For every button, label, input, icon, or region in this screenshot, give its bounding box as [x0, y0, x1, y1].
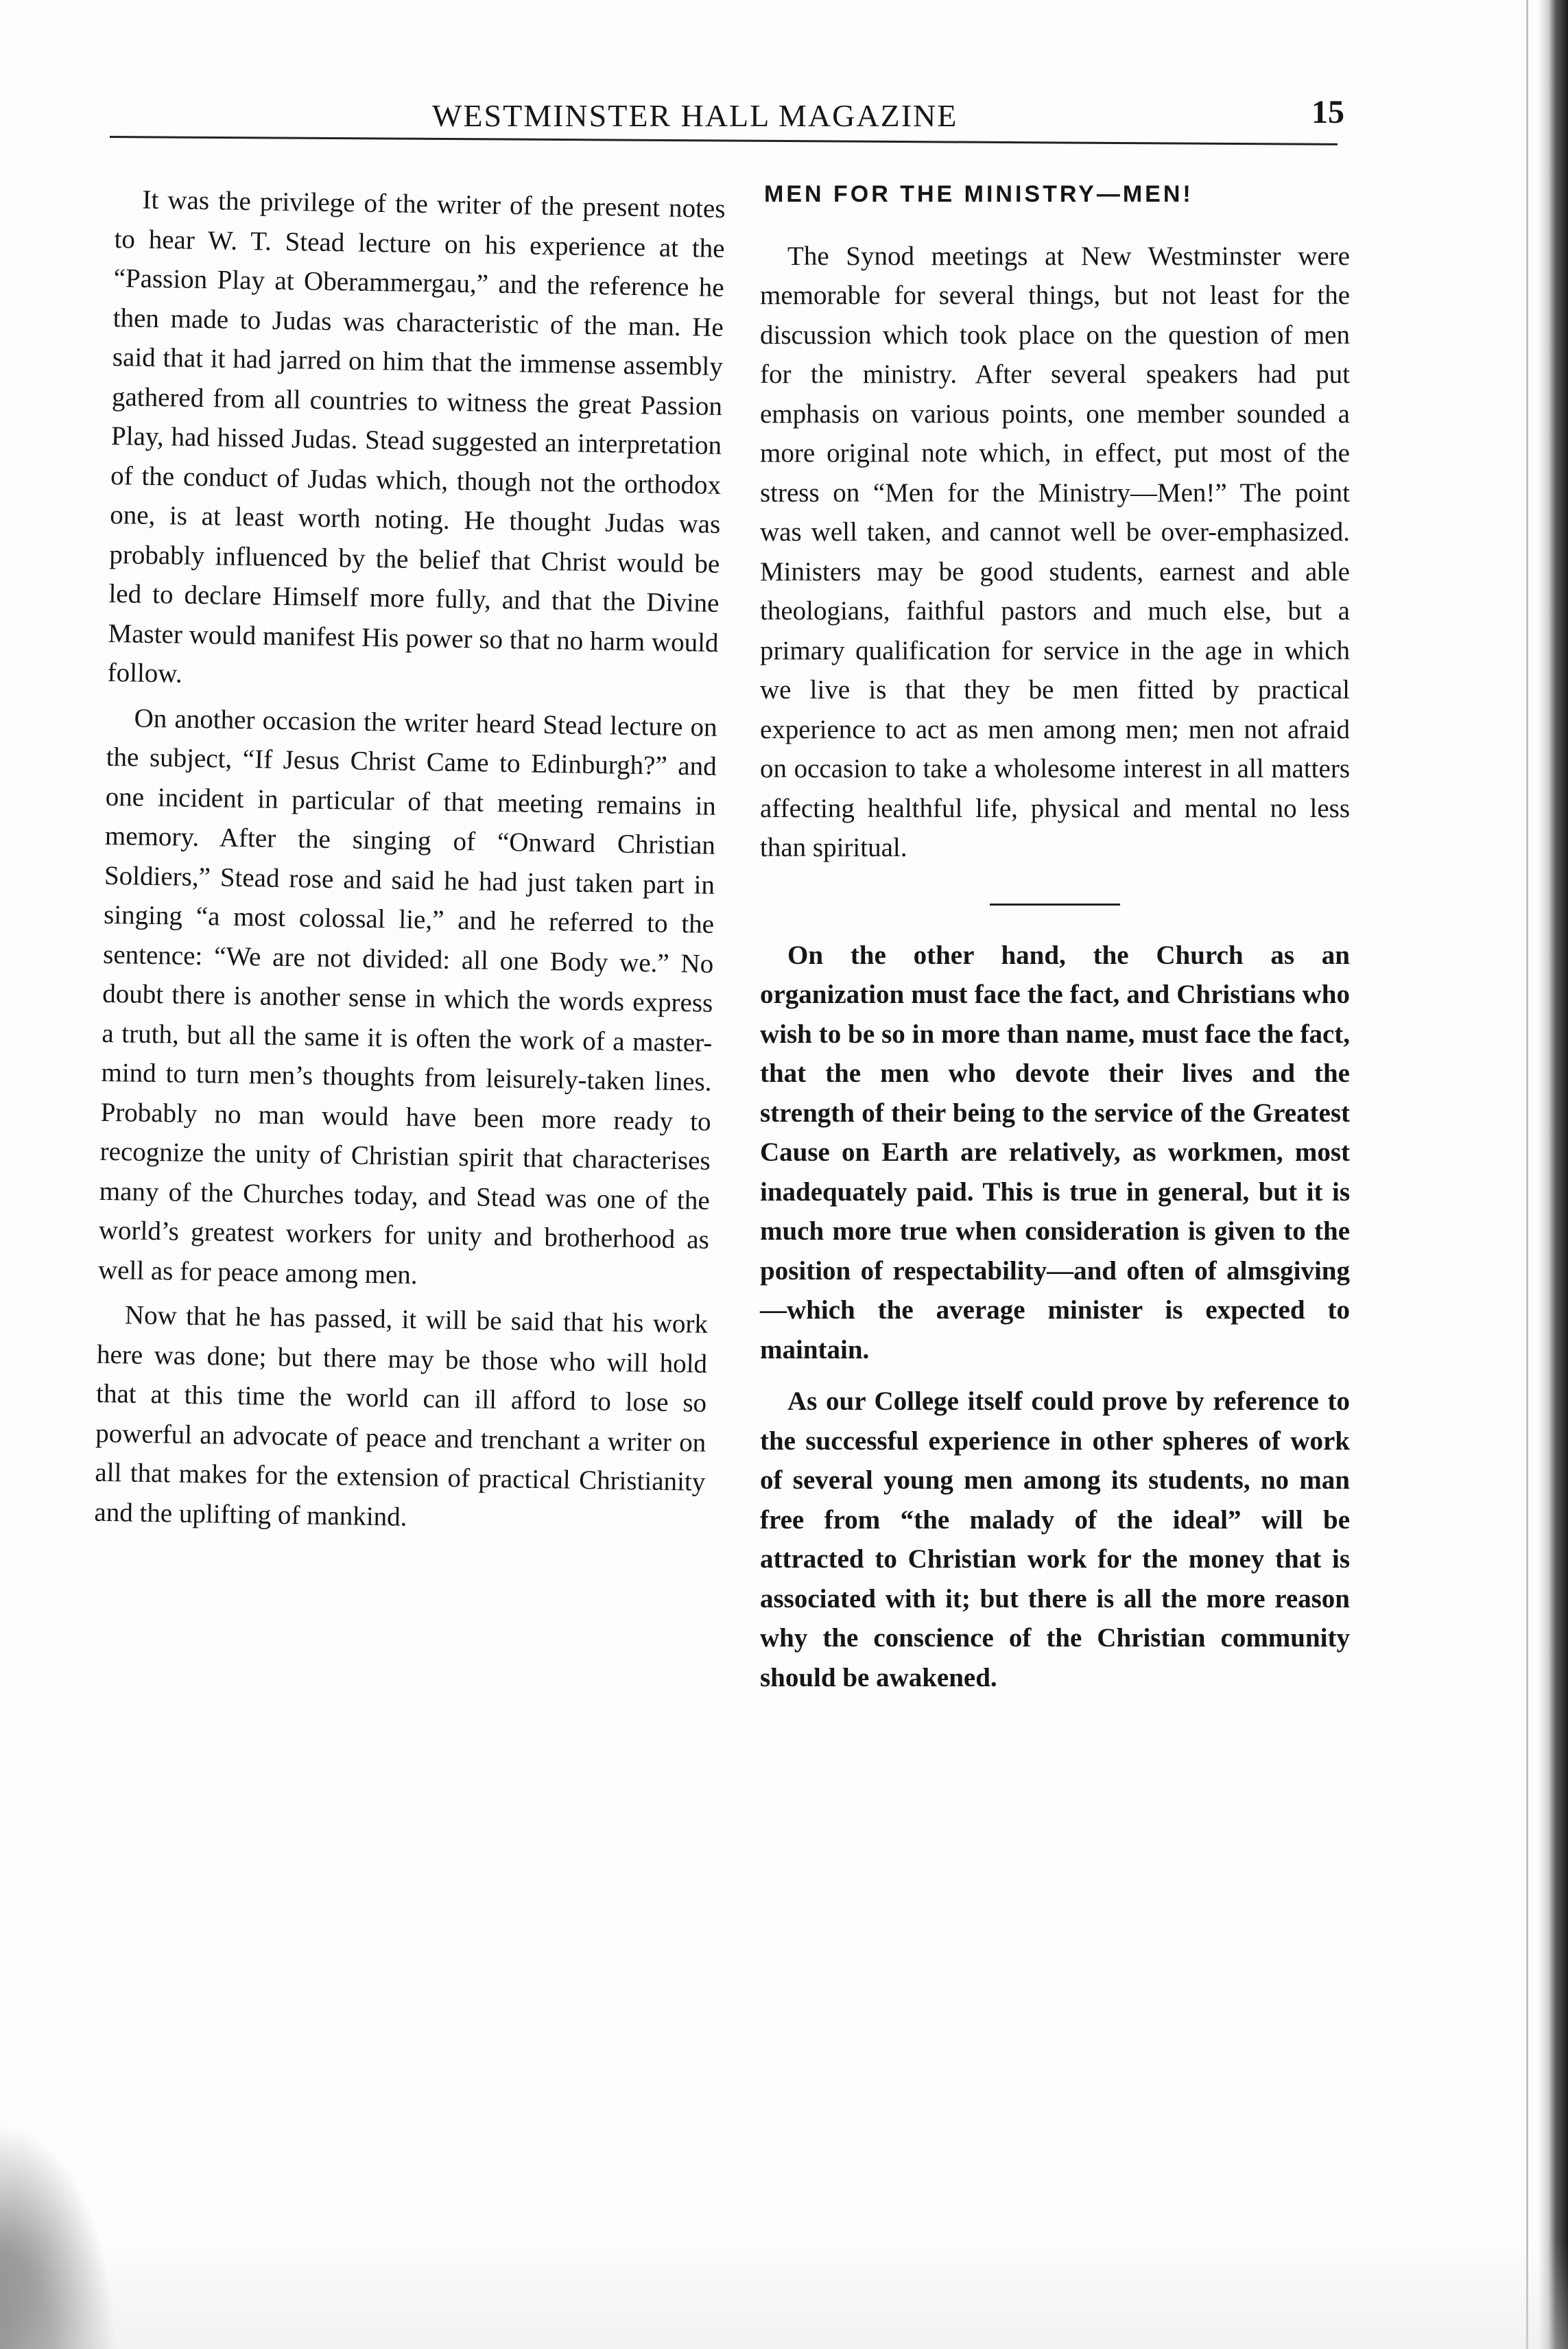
running-head: WESTMINSTER HALL MAGAZINE [432, 98, 958, 133]
right-paragraph-church: On the other hand, the Church as an organization must face the fact, and Christians who wish to be so in more than name, must face the fact, that the men who devote their lives and the strength of their being to the service of the Greatest Cause on Earth are relatively, as workmen, most inadequately paid. This is true in general, but it is much more true when consideration is given to the position of respectability—and often of almsgiving—which the average minister is expected to maintain. [760, 940, 1350, 1365]
page-binding-edge [1538, 0, 1568, 2349]
left-paragraph-stead-lecture: It was the privilege of the writer of the present notes to hear W. T. Stead lecture on his experience at the “Passion Play at Oberammergau,” and the reference he then made to Judas was characteristic of the man. He said that it had jarred on him that the immense assembly gathered from all countries to witness the great Passion Play, had hissed Judas. Stead suggested an interpretation of the conduct of Judas which, though not the orthodox one, is at least worth noting. He thought Judas was probably influenced by the belief that Christ would be led to declare Himself more fully, and that the Divine Master would manifest His power so that no harm would follow. [107, 185, 726, 689]
right-paragraph-college: As our College itself could prove by reference to the successful experience in other spheres of work of several young men among its students, no man free from “the malady of the ideal” will be attracted to Christian work for the money that is associated with it; but there is all the more reason why the conscience of the Christian community should be awakened. [760, 1386, 1350, 1692]
left-paragraph-edinburgh: On another occasion the writer heard Stead lecture on the subject, “If Jesus Christ Came to Edinburgh?” and one incident in particular of that meeting remains in memory. After the singing of “Onward Christian Soldiers,” Stead rose and said he had just taken part in singing “a most colossal lie,” and he referred to the sentence: “We are not divided: all one Body we.” No doubt there is another sense in which the words express a truth, but all the same it is often the work of a master-mind to turn men’s thoughts from leisurely-taken lines. Probably no man would have been more ready to recognize the unity of Christian spirit that characterises many of the Churches today, and Stead was one of the world’s greatest workers for unity and brotherhood as well as for peace among men. [97, 703, 717, 1290]
left-paragraph-passing: Now that he has passed, it will be said that his work here was done; but there may be those who will hold that at this time the world can ill afford to lose so powerful an advocate of peace and trenchant a writer on all that makes for the extension of practical Christianity and the uplifting of mankind. [94, 1300, 709, 1532]
right-paragraph-synod: The Synod meetings at New Westminster were memorable for several things, but not least for the discussion which took place on the question of men for the ministry. After several speakers had put emphasis on various points, one member sounded a more original note which, in effect, put most of the stress on “Men for the Ministry—Men!” The point was well taken, and cannot well be over-emphasized. Ministers may be good students, earnest and able theologians, faithful pastors and much else, but a primary qualification for service in the age in which we live is that they be men fitted by practical experience to act as men among men; men not afraid on occasion to take a wholesome interest in all matters affecting healthful life, physical and mental no less than spiritual. [760, 241, 1350, 862]
page-number: 15 [1311, 94, 1344, 130]
section-title: MEN FOR THE MINISTRY—MEN! [764, 181, 1193, 207]
right-column [760, 175, 1350, 1697]
left-column [94, 180, 726, 1542]
page-gutter-line [1526, 0, 1528, 2349]
section-divider [990, 904, 1120, 906]
page-bottom-shadow [0, 2239, 1568, 2349]
